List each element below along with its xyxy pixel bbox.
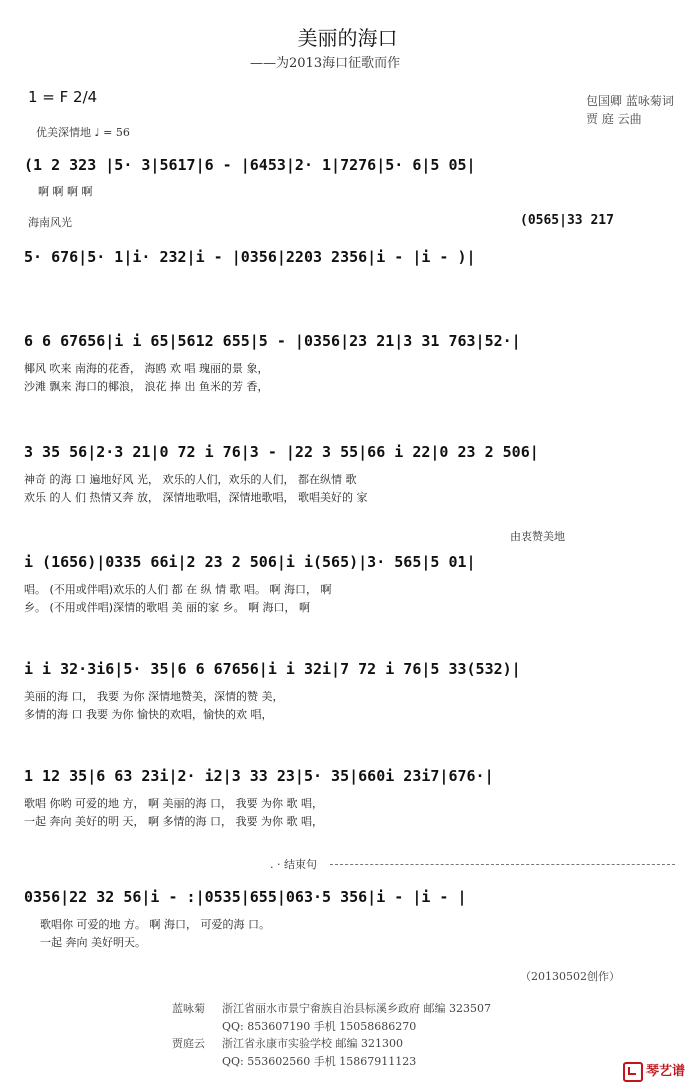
section-label-hainan: 海南风光 bbox=[28, 216, 72, 229]
key-signature: 1 = F 2/4 bbox=[28, 88, 98, 106]
notation-row-2: 5· 676|5· 1|i· 232|i - |0356|2203 2356|i - |i - )| bbox=[24, 248, 476, 266]
notation-row-1: (1 2 323 |5· 3|5617|6 - |6453|2· 1|7276|5· 6|5 05| bbox=[24, 156, 476, 174]
song-subtitle: ——为2013海口征歌而作 bbox=[250, 56, 401, 71]
lyrics-row-1-verse-1: 啊 啊 啊 啊 bbox=[38, 185, 93, 198]
lyrics-row-5-verse-2: 乡。 (不用或伴唱)深情的歌唱 美 丽的家 乡。 啊 海口， 啊 bbox=[24, 601, 311, 614]
footer-name-1: 蓝咏菊 bbox=[172, 1002, 205, 1015]
logo-mark-icon bbox=[623, 1062, 643, 1082]
lyrics-row-3-verse-2: 沙滩 飘来 海口的椰浪， 浪花 捧 出 鱼米的芳 香， bbox=[24, 380, 269, 393]
intro-notation: (0565|33 217 bbox=[520, 213, 614, 228]
site-logo bbox=[623, 1060, 685, 1082]
lyrics-row-7-verse-1: 歌唱 你哟 可爱的地 方， 啊 美丽的海 口， 我要 为你 歌 唱， bbox=[24, 797, 323, 810]
footer-address-2: 浙江省永康市实验学校 邮编 321300 bbox=[222, 1037, 403, 1050]
section-label-praise: 由衷赞美地 bbox=[510, 530, 565, 543]
lyrics-row-4-verse-1: 神奇 的海 口 遍地好风 光， 欢乐的人们，欢乐的人们， 都在纵情 歌 bbox=[24, 473, 357, 486]
footer-name-2: 贾庭云 bbox=[172, 1037, 205, 1050]
notation-row-8: 0356|22 32 56|i - :|0535|655|063·5 356|i - |i - | bbox=[24, 888, 467, 906]
composer-credit: 贾 庭 云曲 bbox=[586, 112, 642, 126]
notation-row-5: i (1656)|0335 66i|2 23 2 506|i i(565)|3· 565|5 01| bbox=[24, 553, 476, 571]
notation-row-6: i i 32·3i6|5· 35|6 6 67656|i i 32i|7 72 i 76|5 33(532)| bbox=[24, 660, 521, 678]
song-title: 美丽的海口 bbox=[297, 26, 398, 50]
notation-row-7: 1 12 35|6 63 23i|2· i2|3 33 23|5· 35|660i 23i7|676·| bbox=[24, 767, 494, 785]
footer-address-1: 浙江省丽水市景宁畲族自治县标溪乡政府 邮编 323507 bbox=[222, 1002, 491, 1015]
composition-date: （20130502创作） bbox=[520, 970, 620, 983]
footer-contact-2: QQ: 553602560 手机 15867911123 bbox=[222, 1055, 417, 1068]
lyrics-row-6-verse-1: 美丽的海 口， 我要 为你 深情地赞美，深情的赞 美， bbox=[24, 690, 284, 703]
lyrics-row-8-verse-1: 歌唱你 可爱的地 方。 啊 海口， 可爱的海 口。 bbox=[40, 918, 270, 931]
lyrics-row-7-verse-2: 一起 奔向 美好的明 天， 啊 多情的海 口， 我要 为你 歌 唱， bbox=[24, 815, 323, 828]
notation-row-3: 6 6 67656|i i 65|5612 655|5 - |0356|23 21|3 31 763|52·| bbox=[24, 332, 521, 350]
notation-row-4: 3 35 56|2·3 21|0 72 i 76|3 - |22 3 55|66 i 22|0 23 2 506| bbox=[24, 443, 539, 461]
footer-contact-1: QQ: 853607190 手机 15058686270 bbox=[222, 1020, 417, 1033]
lyrics-row-4-verse-2: 欢乐 的人 们 热情又奔 放， 深情地歌唱，深情地歌唱， 歌唱美好的 家 bbox=[24, 491, 368, 504]
logo-text: 琴艺谱 bbox=[645, 1064, 685, 1079]
lyrics-row-6-verse-2: 多情的海 口 我要 为你 愉快的欢唱，愉快的欢 唱， bbox=[24, 708, 273, 721]
coda-dashed-line bbox=[330, 864, 675, 865]
lyricist-credit: 包国卿 蓝咏菊词 bbox=[586, 94, 674, 108]
lyrics-row-3-verse-1: 椰风 吹来 南海的花香， 海鸥 欢 唱 瑰丽的景 象， bbox=[24, 362, 269, 375]
tempo-marking: 优美深情地 ♩ = 56 bbox=[36, 126, 130, 139]
coda-label: . · 结束句 bbox=[270, 858, 317, 871]
lyrics-row-8-verse-2: 一起 奔向 美好明天。 bbox=[40, 936, 146, 949]
lyrics-row-5-verse-1: 唱。 (不用或伴唱)欢乐的人们 都 在 纵 情 歌 唱。 啊 海口， 啊 bbox=[24, 583, 332, 596]
